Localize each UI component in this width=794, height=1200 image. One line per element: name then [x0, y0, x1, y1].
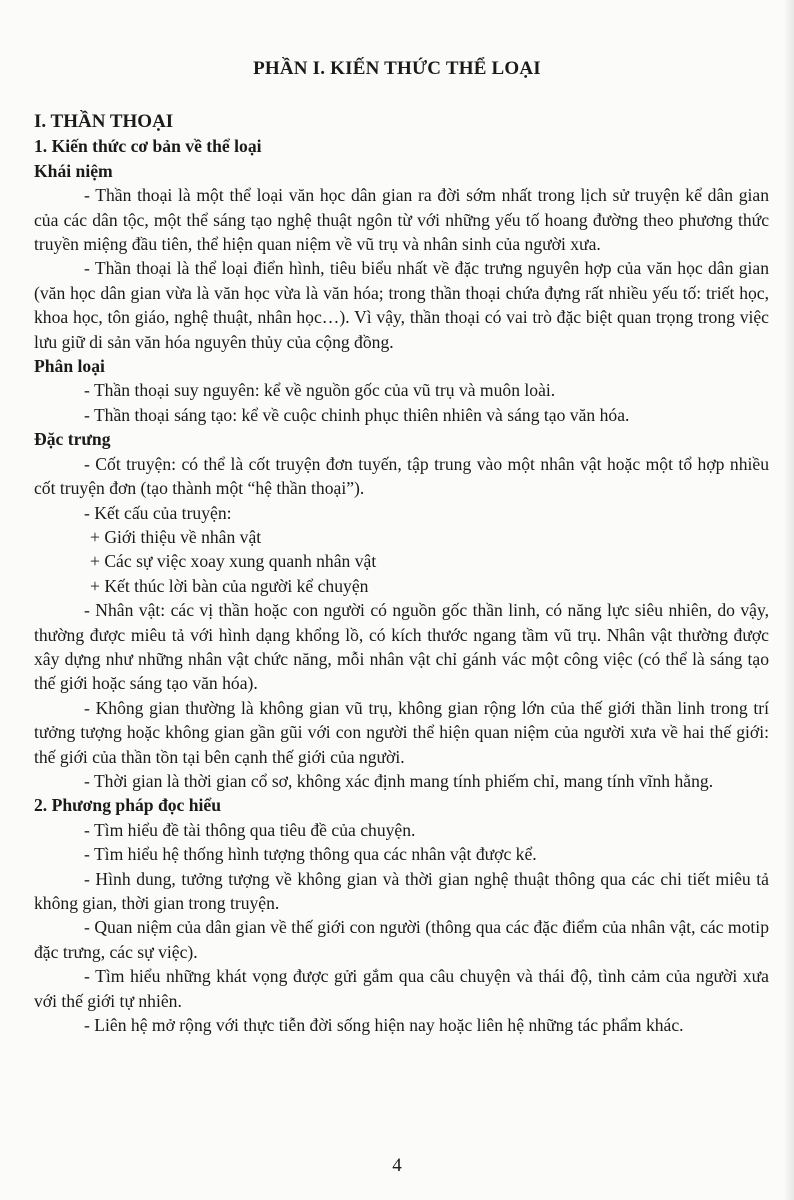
- paragraph: - Nhân vật: các vị thần hoặc con người có nguồn gốc thần linh, có năng lực siêu nhiên, do vậy, thường được miêu tả với hình dạng khổng lồ, có kích thước ngang tầm vũ trụ. Nhân vật thường được xây dựng như những nhân vật chức năng, mỗi nhân vật chỉ gánh vác một công việc (có thể là sáng tạo thế giới hoặc sáng tạo văn hóa).: [34, 600, 769, 694]
- paragraph: - Cốt truyện: có thể là cốt truyện đơn tuyến, tập trung vào một nhân vật hoặc một tổ hợp nhiều cốt truyện đơn (tạo thành một “hệ thần thoại”).: [34, 453, 769, 499]
- page-content: [34, 104, 769, 1037]
- paragraph: - Thần thoại là một thể loại văn học dân gian ra đời sớm nhất trong lịch sử truyện kể dân gian của các dân tộc, một thể sáng tạo nghệ thuật ngôn từ với những yếu tố hoang đường theo phương thức truyền miệng đầu tiên, thể hiện quan niệm về vũ trụ và nhân sinh của người xưa.: [34, 185, 769, 255]
- paragraph: - Thời gian là thời gian cổ sơ, không xác định mang tính phiếm chỉ, mang tính vĩnh hằng.: [84, 770, 714, 791]
- heading-phan-loai: Phân loại: [34, 356, 105, 377]
- paragraph: - Thần thoại là thể loại điển hình, tiêu biểu nhất về đặc trưng nguyên hợp của văn học dân gian (văn học dân gian vừa là văn học vừa là văn hóa; trong thần thoại chứa đựng rất nhiều yếu tố: triết học, khoa học, tôn giáo, nghệ thuật, nhân học…). Vì vậy, thần thoại có vai trò đặc biệt quan trọng trong việc lưu giữ di sản văn hóa nguyên thủy của cộng đồng.: [34, 258, 769, 352]
- list-item: - Thần thoại sáng tạo: kể về cuộc chinh phục thiên nhiên và sáng tạo văn hóa.: [84, 404, 630, 425]
- sub-list-item: + Kết thúc lời bàn của người kể chuyện: [90, 575, 369, 596]
- page-number: 4: [392, 1155, 402, 1176]
- list-item: - Tìm hiểu đề tài thông qua tiêu đề của chuyện.: [84, 819, 416, 840]
- list-item: - Hình dung, tưởng tượng về không gian và thời gian nghệ thuật thông qua các chi tiết miêu tả không gian, thời gian trong truyện.: [34, 868, 769, 913]
- heading-khai-niem: Khái niệm: [34, 160, 113, 181]
- list-item: - Kết cấu của truyện:: [84, 502, 232, 523]
- list-item: - Tìm hiểu hệ thống hình tượng thông qua các nhân vật được kể.: [84, 844, 537, 865]
- list-item: - Quan niệm của dân gian về thế giới con người (thông qua các đặc điểm của nhân vật, các motip đặc trưng, các sự việc).: [34, 917, 769, 962]
- sub-list-item: + Giới thiệu về nhân vật: [90, 526, 262, 547]
- heading-dac-trung: Đặc trưng: [34, 429, 111, 450]
- subsection-heading-kien-thuc: 1. Kiến thức cơ bản về thể loại: [34, 136, 262, 157]
- page-edge-shadow: [784, 0, 794, 1200]
- list-item: - Thần thoại suy nguyên: kể về nguồn gốc của vũ trụ và muôn loài.: [84, 380, 556, 401]
- page-title: PHẦN I. KIẾN THỨC THỂ LOẠI: [253, 58, 541, 79]
- list-item: - Tìm hiểu những khát vọng được gửi gắm qua câu chuyện và thái độ, tình cảm của người xưa với thế giới tự nhiên.: [34, 966, 769, 1011]
- section-heading-than-thoai: I. THẦN THOẠI: [34, 111, 174, 132]
- subsection-heading-phuong-phap: 2. Phương pháp đọc hiểu: [34, 795, 222, 816]
- sub-list-item: + Các sự việc xoay xung quanh nhân vật: [90, 551, 377, 572]
- list-item: - Liên hệ mở rộng với thực tiễn đời sống hiện nay hoặc liên hệ những tác phẩm khác.: [84, 1015, 684, 1036]
- paragraph: - Không gian thường là không gian vũ trụ, không gian rộng lớn của thế giới thần linh trong trí tưởng tượng hoặc không gian gần gũi với con người thể hiện quan niệm của người xưa về hai thế giới: thế giới của thần tồn tại bên cạnh thế giới của người.: [34, 697, 769, 767]
